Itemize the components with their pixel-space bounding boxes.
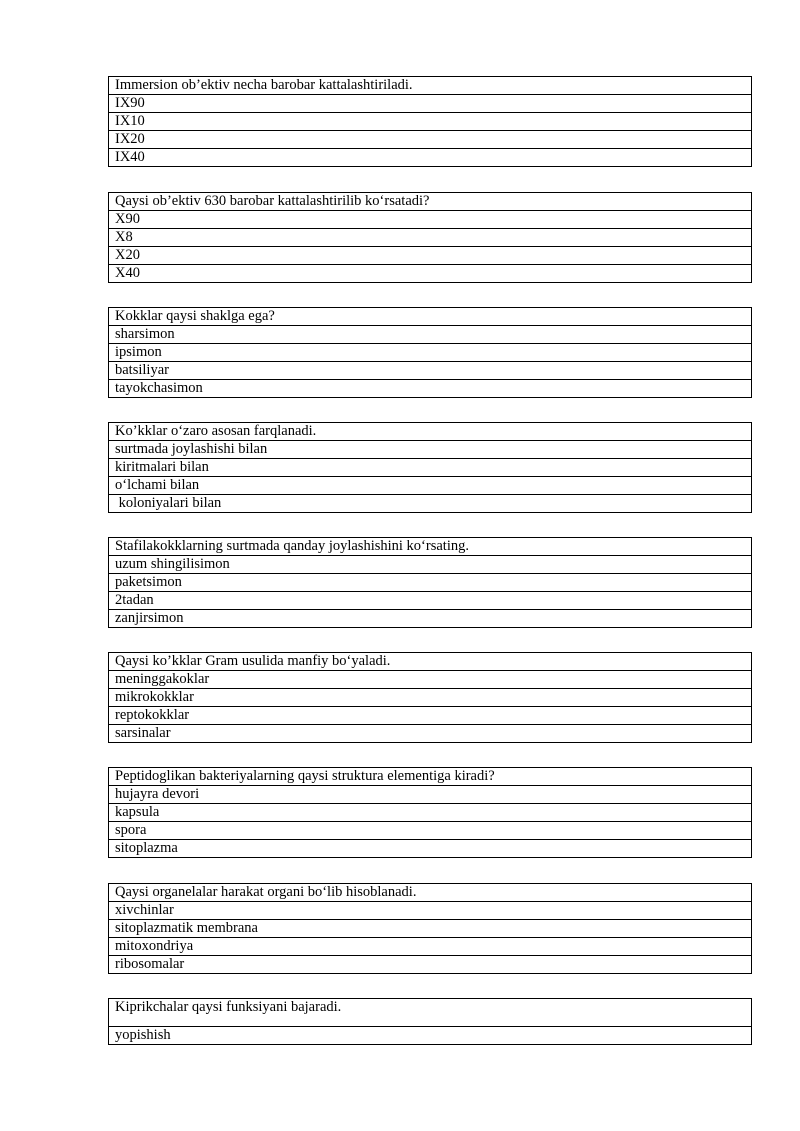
question-text: Qaysi ko’kklar Gram usulida manfiy bo‘yaladi. (109, 653, 752, 671)
answer-option: koloniyalari bilan (109, 495, 752, 513)
question-text: Immersion ob’ektiv necha barobar kattalashtiriladi. (109, 77, 752, 95)
answer-option: IX20 (109, 131, 752, 149)
answer-option: kiritmalari bilan (109, 459, 752, 477)
answer-option: sharsimon (109, 326, 752, 344)
answer-option: reptokokklar (109, 707, 752, 725)
question-text: Ko’kklar o‘zaro asosan farqlanadi. (109, 423, 752, 441)
question-block-6 (108, 652, 752, 743)
answer-option: ribosomalar (109, 956, 752, 974)
answer-option: IX10 (109, 113, 752, 131)
question-text: Stafilakokklarning surtmada qanday joylashishini ko‘rsating. (109, 538, 752, 556)
answer-option: uzum shingilisimon (109, 556, 752, 574)
answer-option: mitoxondriya (109, 938, 752, 956)
answer-option: X40 (109, 265, 752, 283)
question-block-3 (108, 307, 752, 398)
answer-option: tayokchasimon (109, 380, 752, 398)
question-text: Qaysi organelalar harakat organi bo‘lib hisoblanadi. (109, 884, 752, 902)
answer-option: batsiliyar (109, 362, 752, 380)
question-text: Peptidoglikan bakteriyalarning qaysi struktura elementiga kiradi? (109, 768, 752, 786)
question-block-5 (108, 537, 752, 628)
answer-option: meninggakoklar (109, 671, 752, 689)
question-block-4 (108, 422, 752, 513)
answer-option: xivchinlar (109, 902, 752, 920)
answer-option: sarsinalar (109, 725, 752, 743)
answer-option: 2tadan (109, 592, 752, 610)
answer-option: zanjirsimon (109, 610, 752, 628)
question-text: Kokklar qaysi shaklga ega? (109, 308, 752, 326)
answer-option: o‘lchami bilan (109, 477, 752, 495)
answer-option: paketsimon (109, 574, 752, 592)
question-text: Kiprikchalar qaysi funksiyani bajaradi. (109, 999, 752, 1027)
answer-option: X90 (109, 211, 752, 229)
question-block-7 (108, 767, 752, 858)
answer-option: spora (109, 822, 752, 840)
question-text: Qaysi ob’ektiv 630 barobar kattalashtirilib ko‘rsatadi? (109, 193, 752, 211)
question-block-2 (108, 192, 752, 283)
answer-option: IX40 (109, 149, 752, 167)
answer-option: surtmada joylashishi bilan (109, 441, 752, 459)
answer-option: kapsula (109, 804, 752, 822)
question-block-9 (108, 998, 752, 1045)
answer-option: yopishish (109, 1027, 752, 1045)
question-block-1 (108, 76, 752, 167)
question-block-8 (108, 883, 752, 974)
answer-option: ipsimon (109, 344, 752, 362)
answer-option: X8 (109, 229, 752, 247)
answer-option: sitoplazmatik membrana (109, 920, 752, 938)
answer-option: X20 (109, 247, 752, 265)
answer-option: mikrokokklar (109, 689, 752, 707)
answer-option: sitoplazma (109, 840, 752, 858)
answer-option: hujayra devori (109, 786, 752, 804)
answer-option: IX90 (109, 95, 752, 113)
